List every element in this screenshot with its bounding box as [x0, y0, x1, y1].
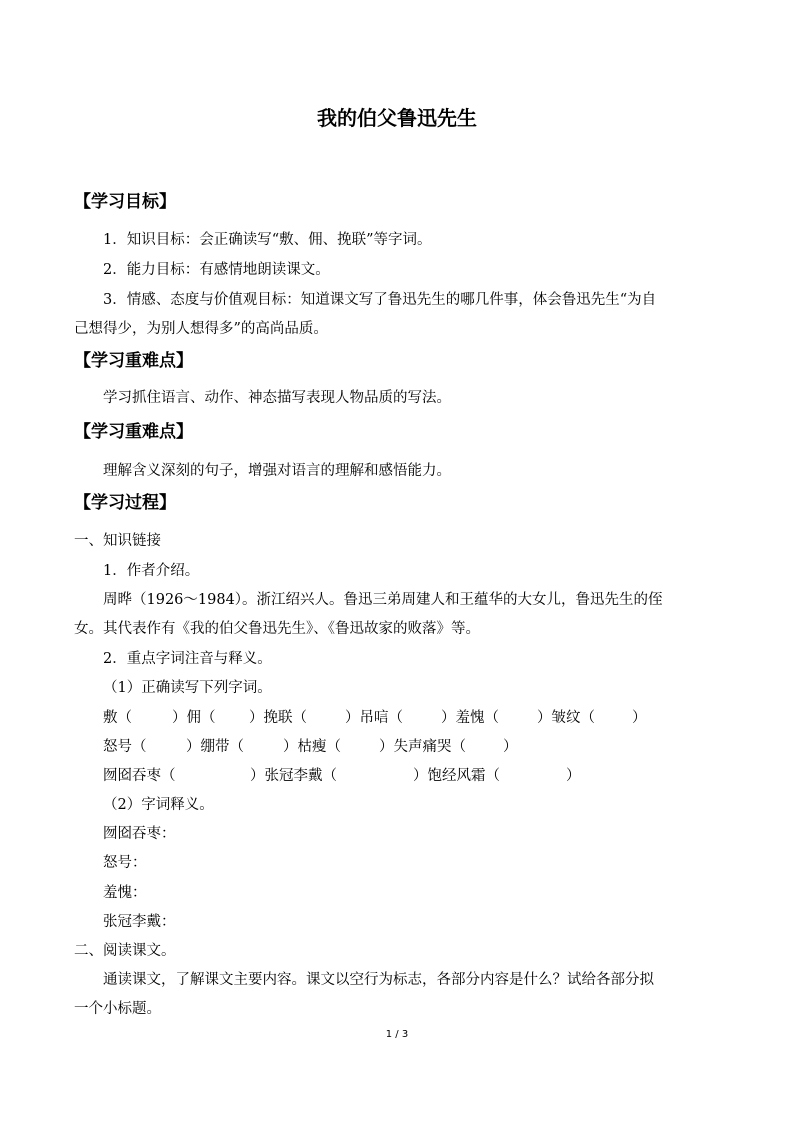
key-points-text: 学习抓住语言、动作、神态描写表现人物品质的写法。 — [103, 390, 451, 406]
heading-key-points: 【学习重难点】 — [74, 351, 193, 371]
fill-item: 囫囵吞枣（ — [103, 768, 176, 784]
fill-item: ）佣（ — [172, 710, 216, 726]
fill-item: ）挽联（ — [249, 710, 307, 726]
def-item: 张冠李戴： — [103, 914, 176, 930]
fill-item: ）皱纹（ — [537, 710, 595, 726]
fill-item: ）张冠李戴（ — [250, 768, 337, 784]
def-item: 羞愧： — [103, 885, 147, 901]
goal-item-knowledge: 1．知识目标：会正确读写“敷、佣、挽联”等字词。 — [103, 232, 432, 248]
goal-item-values-cont: 己想得少，为别人想得多”的高尚品质。 — [74, 321, 328, 337]
def-item: 怒号： — [103, 855, 147, 871]
fill-item: ） — [503, 739, 518, 755]
author-text-line1: 周晔（1926～1984）。浙江绍兴人。鲁迅三弟周建人和王蕴华的大女儿，鲁迅先生的侄 — [103, 592, 663, 608]
part1-title: 一、知识链接 — [74, 533, 161, 549]
fill-item: ）饱经风霜（ — [413, 768, 500, 784]
def-item: 囫囵吞枣： — [103, 826, 176, 842]
author-heading: 1．作者介绍。 — [103, 563, 200, 579]
fill-item: ）绷带（ — [186, 739, 244, 755]
fill-item: ）枯瘦（ — [283, 739, 341, 755]
words-sub2: （2）字词释义。 — [103, 797, 214, 813]
fill-item: ） — [632, 710, 647, 726]
goal-item-values: 3．情感、态度与价值观目标：知道课文写了鲁迅先生的哪几件事，体会鲁迅先生“为自 — [103, 292, 657, 308]
fill-item: 敷（ — [103, 710, 132, 726]
part2-text-line2: 一个小标题。 — [74, 1001, 161, 1017]
words-sub1: （1）正确读写下列字词。 — [103, 680, 272, 696]
fill-item: ）失声痛哭（ — [379, 739, 466, 755]
fill-item: ） — [566, 768, 581, 784]
fill-item: 怒号（ — [103, 739, 147, 755]
difficult-points-text: 理解含义深刻的句子，增强对语言的理解和感悟能力。 — [103, 463, 451, 479]
part2-text-line1: 通读课文，了解课文主要内容。课文以空行为标志，各部分内容是什么？试给各部分拟 — [103, 972, 654, 988]
author-text-line2: 女。其代表作有《我的伯父鲁迅先生》、《鲁迅故家的败落》等。 — [74, 621, 480, 637]
fill-item: ）吊唁（ — [345, 710, 403, 726]
heading-difficult-points: 【学习重难点】 — [74, 422, 193, 442]
heading-learning-process: 【学习过程】 — [74, 493, 176, 513]
fill-item: ）羞愧（ — [441, 710, 499, 726]
part2-title: 二、阅读课文。 — [74, 943, 176, 959]
page-title: 我的伯父鲁迅先生 — [317, 106, 477, 130]
goal-item-ability: 2．能力目标：有感情地朗读课文。 — [103, 262, 330, 278]
heading-learning-goals: 【学习目标】 — [74, 192, 176, 212]
words-heading: 2．重点字词注音与释义。 — [103, 651, 272, 667]
page-number: 1 / 3 — [385, 1029, 409, 1040]
